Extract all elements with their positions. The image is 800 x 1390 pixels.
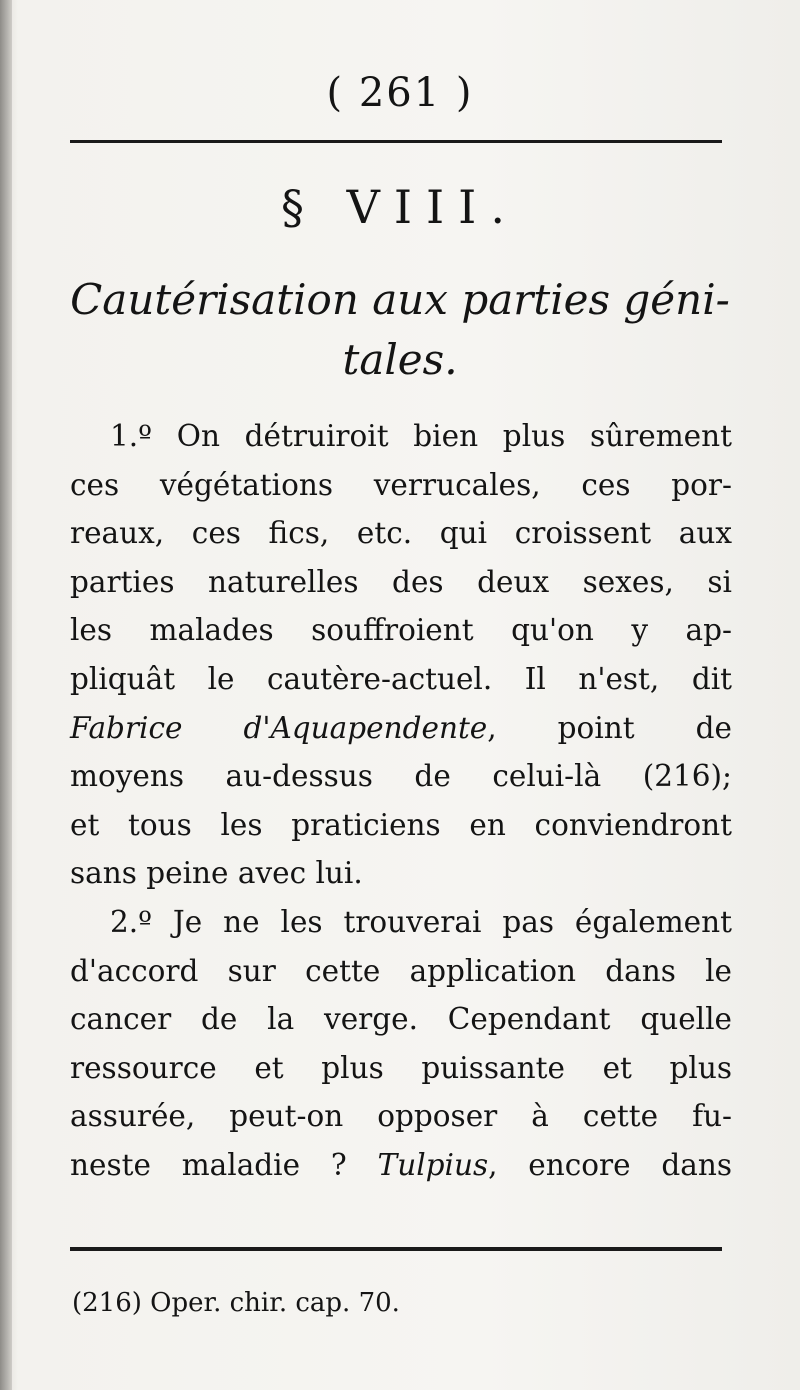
text-line: cancer de la verge. Cependant quelle: [70, 1002, 732, 1037]
text-line: parties naturelles des deux sexes, si: [70, 564, 732, 599]
text-line: 1.º On détruiroit bien plus sûrement: [110, 419, 732, 453]
paragraph-2: [70, 898, 732, 1190]
header-rule: [70, 140, 722, 143]
author-name: Tulpius: [377, 1147, 489, 1182]
author-name: Fabrice d'Aquapendente: [70, 710, 488, 745]
section-heading: § VIII.: [281, 180, 519, 234]
paragraph-1: [70, 412, 732, 898]
text-line: les malades souffroient qu'on y ap-: [70, 613, 732, 648]
text-line: sans peine avec lui.: [70, 856, 363, 891]
text-line: pliquât le cautère-actuel. Il n'est, dit: [70, 661, 732, 696]
text-line: d'accord sur cette application dans le: [70, 953, 732, 988]
footnote: (216) Oper. chir. cap. 70.: [72, 1288, 400, 1318]
footnote-rule: [70, 1247, 722, 1251]
page-number: ( 261 ): [326, 70, 474, 116]
text-line: reaux, ces fics, etc. qui croissent aux: [70, 516, 732, 551]
text-fragment: , point de: [487, 710, 732, 745]
text-line-italic: [70, 704, 732, 753]
text-fragment: , encore dans: [488, 1147, 732, 1182]
text-line: et tous les praticiens en conviendront: [70, 807, 732, 842]
text-line: ressource et plus puissante et plus: [70, 1050, 732, 1085]
text-fragment: neste maladie ?: [70, 1147, 347, 1182]
text-line: moyens au-dessus de celui-là (216);: [70, 759, 732, 794]
text-line: assurée, peut-on opposer à cette fu-: [70, 1099, 732, 1134]
text-line: ces végétations verrucales, ces por-: [70, 467, 732, 502]
section-title-line-2: tales.: [342, 335, 458, 384]
section-title: [70, 270, 730, 390]
section-title-line-1: Cautérisation aux parties géni-: [70, 275, 730, 324]
text-line: 2.º Je ne les trouverai pas également: [110, 904, 732, 939]
body-text: [70, 412, 732, 1190]
text-line-mixed: [70, 1141, 732, 1190]
